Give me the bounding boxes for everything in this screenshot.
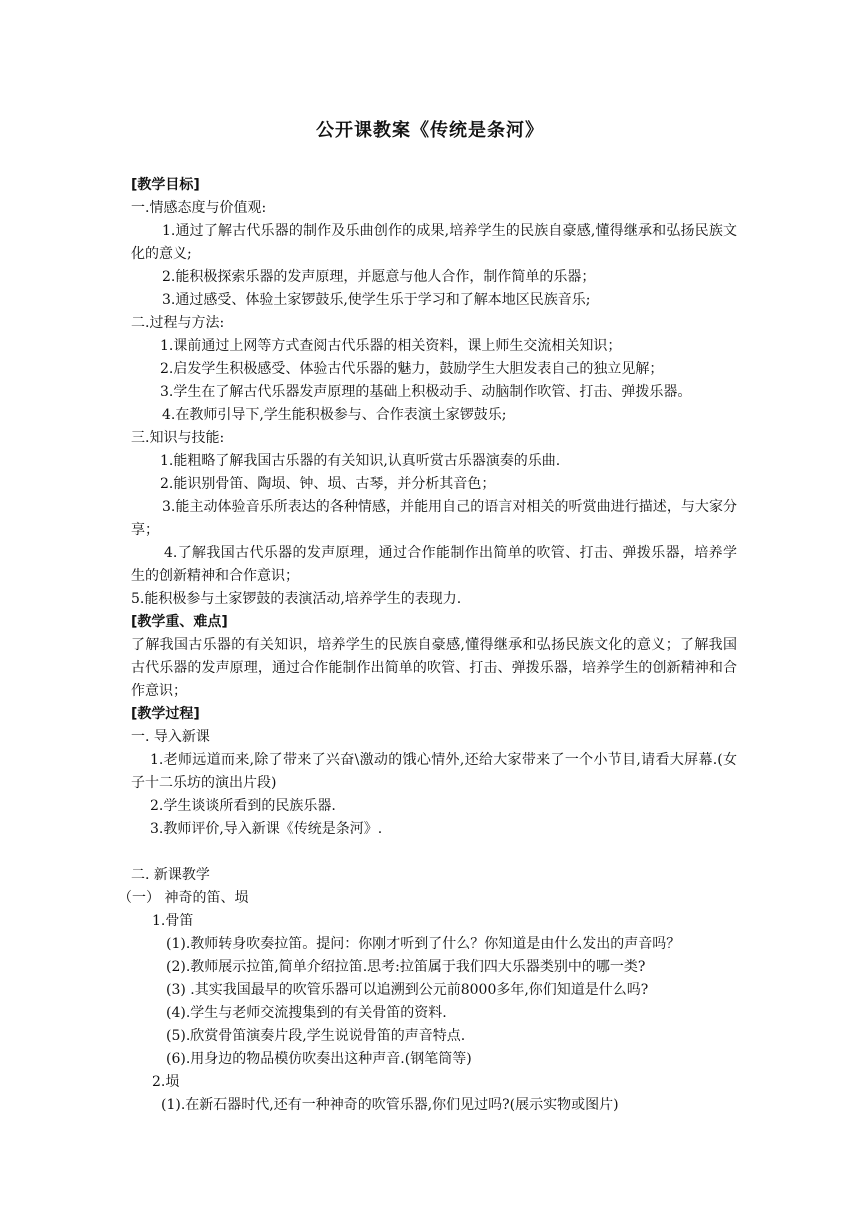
- part-1-item-2: (2).教师展示拉笛,简单介绍拉笛.思考:拉笛属于我们四大乐器类别中的哪一类?: [166, 959, 646, 975]
- part-1-item-5: (5).欣赏骨笛演奏片段,学生说说骨笛的声音特点.: [166, 1028, 466, 1044]
- goals-1-item-1: 1.通过了解古代乐器的制作及乐曲创作的成果,培养学生的民族自豪感,懂得继承和弘扬民族文化的意义;: [131, 223, 737, 262]
- goals-1-item-2: 2.能积极探索乐器的发声原理，并愿意与他人合作，制作简单的乐器；: [162, 269, 596, 285]
- process-subheading-1: 一. 导入新课: [131, 729, 210, 745]
- part-1-item-4: (4).学生与老师交流搜集到的有关骨笛的资料.: [166, 1005, 447, 1021]
- section-heading-process: [教学过程]: [131, 706, 200, 722]
- part-2-item-1: (1).在新石器时代,还有一种神奇的吹管乐器,你们见过吗?(展示实物或图片): [161, 1097, 619, 1113]
- goals-3-item-1: 1.能粗略了解我国古乐器的有关知识,认真听赏古乐器演奏的乐曲.: [160, 453, 561, 469]
- goals-2-item-4: 4.在教师引导下,学生能积极参与、合作表演土家锣鼓乐;: [162, 407, 507, 423]
- goals-subheading-1: 一.情感态度与价值观:: [131, 200, 267, 216]
- goals-subheading-2: 二.过程与方法:: [131, 315, 225, 331]
- page-title: 公开课教案《传统是条河》: [316, 120, 544, 141]
- part-1-item-1: (1).教师转身吹奏拉笛。提问：你刚才听到了什么？你知道是由什么发出的声音吗？: [166, 936, 681, 952]
- document-body: [118, 174, 737, 1117]
- process-1-item-3: 3.教师评价,导入新课《传统是条河》.: [150, 821, 383, 837]
- section-heading-focus: [教学重、难点]: [131, 614, 228, 630]
- goals-2-item-2: 2.启发学生积极感受、体验古代乐器的魅力，鼓励学生大胆发表自己的独立见解；: [160, 361, 664, 377]
- goals-1-item-3: 3.通过感受、体验土家锣鼓乐,使学生乐于学习和了解本地区民族音乐;: [162, 292, 591, 308]
- goals-subheading-3: 三.知识与技能:: [131, 430, 225, 446]
- part-1-item-3: (3) .其实我国最早的吹管乐器可以追溯到公元前8000多年,你们知道是什么吗?: [166, 982, 649, 998]
- section-heading-goals: [教学目标]: [131, 177, 200, 193]
- process-subheading-2: 二. 新课教学: [131, 867, 210, 883]
- goals-3-item-2: 2.能识别骨笛、陶埙、钟、埙、古琴，并分析其音色；: [160, 476, 496, 492]
- focus-text: 了解我国古乐器的有关知识，培养学生的民族自豪感,懂得继承和弘扬民族文化的意义；了解我国古代乐器的发声原理，通过合作能制作出简单的吹管、打击、弹拨乐器，培养学生的创新精神和合作意识；: [131, 637, 737, 699]
- goals-2-item-1: 1.课前通过上网等方式查阅古代乐器的相关资料，课上师生交流相关知识；: [160, 338, 622, 354]
- goals-3-item-5: 5.能积极参与土家锣鼓的表演活动,培养学生的表现力.: [131, 591, 462, 607]
- goals-3-item-4: 4.了解我国古代乐器的发声原理，通过合作能制作出简单的吹管、打击、弹拨乐器，培养学生的创新精神和合作意识；: [131, 545, 737, 584]
- process-1-item-2: 2.学生谈谈所看到的民族乐器.: [150, 798, 336, 814]
- part-1-heading: 1.骨笛: [152, 913, 194, 929]
- part-2-heading: 2.埙: [152, 1074, 180, 1090]
- goals-3-item-3: 3.能主动体验音乐所表达的各种情感，并能用自己的语言对相关的听赏曲进行描述，与大家分享；: [131, 499, 737, 538]
- blank-line: [131, 841, 737, 864]
- process-2-subsection-1: （一） 神奇的笛、埙: [118, 890, 249, 906]
- goals-2-item-3: 3.学生在了解古代乐器发声原理的基础上积极动手、动脑制作吹管、打击、弹拨乐器。: [160, 384, 692, 400]
- process-1-item-1: 1.老师远道而来,除了带来了兴奋\激动的饿心情外,还给大家带来了一个小节目,请看大屏幕.(女子十二乐坊的演出片段): [131, 752, 737, 791]
- part-1-item-6: (6).用身边的物品模仿吹奏出这种声音.(钢笔筒等): [166, 1051, 472, 1067]
